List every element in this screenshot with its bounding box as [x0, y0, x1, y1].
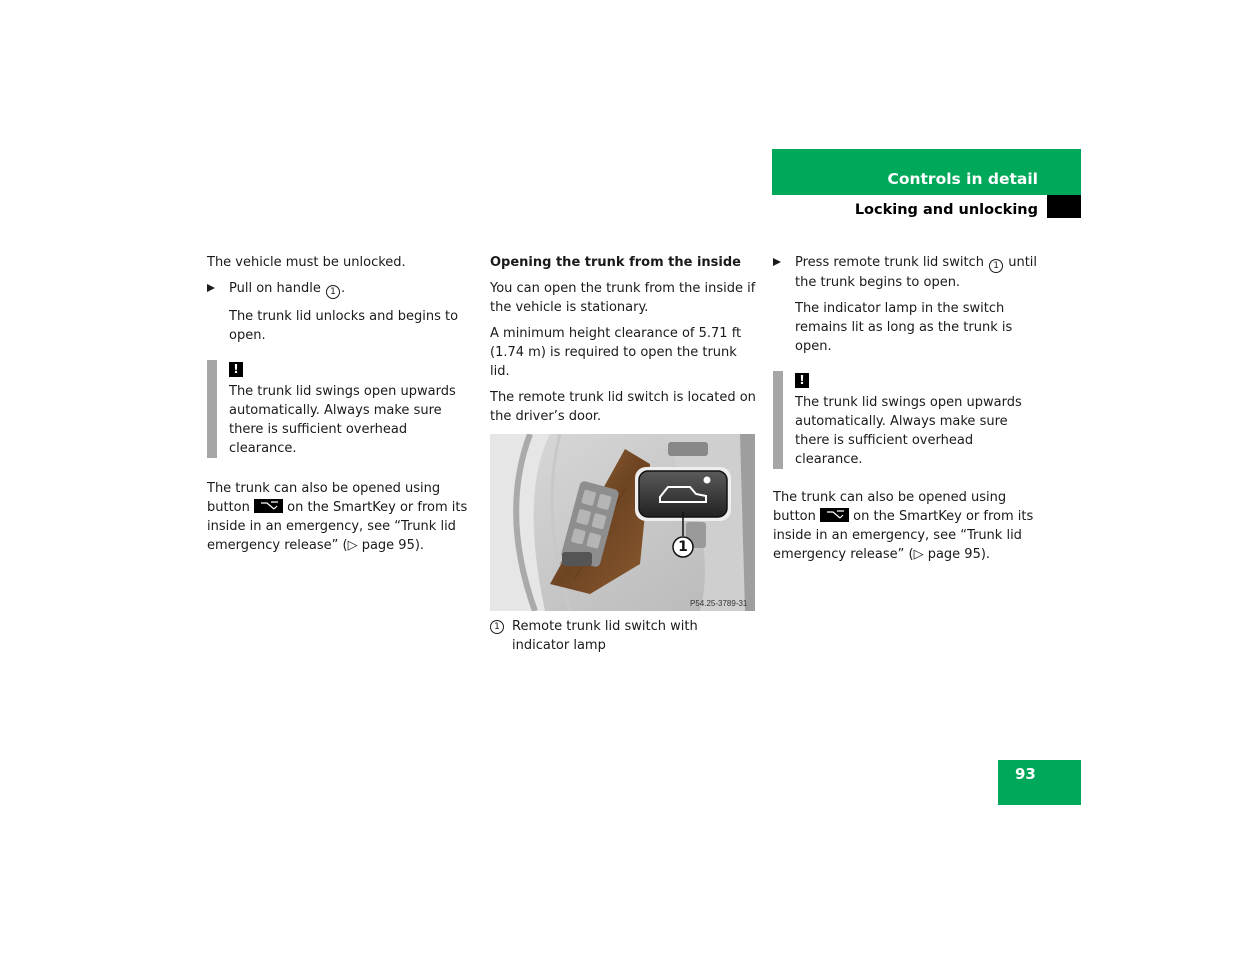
paragraph-3: The remote trunk lid switch is located on the driver’s door.	[490, 390, 756, 424]
smartkey-trunk-button-icon	[820, 508, 849, 522]
caption-callout-1-icon: 1	[490, 620, 504, 634]
warning-icon: !	[229, 362, 243, 377]
paragraph-2: A minimum height clearance of 5.71 ft (1.74 m) is required to open the trunk lid.	[490, 326, 742, 379]
warning-bar	[773, 371, 783, 469]
warning-text: The trunk lid swings open upwards automatically. Always make sure there is sufficient overhead clearance.	[795, 395, 1022, 467]
column-1	[207, 253, 472, 555]
callout-1-icon: 1	[989, 259, 1003, 273]
step-press-switch: Press remote trunk lid switch 1 until the trunk begins to open.	[773, 253, 1041, 292]
alternative-text: The trunk can also be opened using button on the SmartKey or from its inside in an emergency, see “Trunk lid emergency release” (▷ page 95).	[207, 481, 468, 553]
subsection-marker	[1047, 195, 1081, 218]
column-2	[490, 253, 756, 655]
intro-text: The vehicle must be unlocked.	[207, 255, 406, 270]
smartkey-trunk-button-icon	[254, 499, 283, 513]
section-title: Controls in detail	[887, 170, 1038, 188]
callout-1-icon: 1	[326, 285, 340, 299]
warning-box	[207, 360, 472, 458]
image-callout-1: 1	[678, 539, 688, 555]
image-caption: 1 Remote trunk lid switch with indicator lamp	[490, 617, 756, 655]
paragraph-1: You can open the trunk from the inside if the vehicle is stationary.	[490, 281, 756, 315]
door-switch-illustration	[490, 434, 755, 611]
page-number-box	[998, 760, 1081, 805]
step-pull-handle: Pull on handle 1 .	[207, 279, 472, 299]
warning-text: The trunk lid swings open upwards automatically. Always make sure there is sufficient overhead clearance.	[229, 384, 456, 456]
bullet-triangle-icon	[207, 284, 215, 292]
step-result: The indicator lamp in the switch remains lit as long as the trunk is open.	[795, 301, 1013, 354]
warning-bar	[207, 360, 217, 458]
alternative-text: The trunk can also be opened using button on the SmartKey or from its inside in an emergency, see “Trunk lid emergency release” (▷ page 95).	[773, 490, 1034, 562]
bullet-triangle-icon	[773, 258, 781, 266]
warning-box	[773, 371, 1041, 469]
image-code: P54.25-3789-31	[690, 599, 748, 608]
warning-icon: !	[795, 373, 809, 388]
section-header	[772, 149, 1081, 195]
page-number: 93	[1015, 765, 1036, 783]
column-3	[773, 253, 1041, 564]
subsection-title: Locking and unlocking	[854, 202, 1038, 218]
door-switch-photo	[490, 434, 755, 611]
step-result: The trunk lid unlocks and begins to open.	[229, 309, 459, 343]
section-heading: Opening the trunk from the inside	[490, 255, 741, 270]
